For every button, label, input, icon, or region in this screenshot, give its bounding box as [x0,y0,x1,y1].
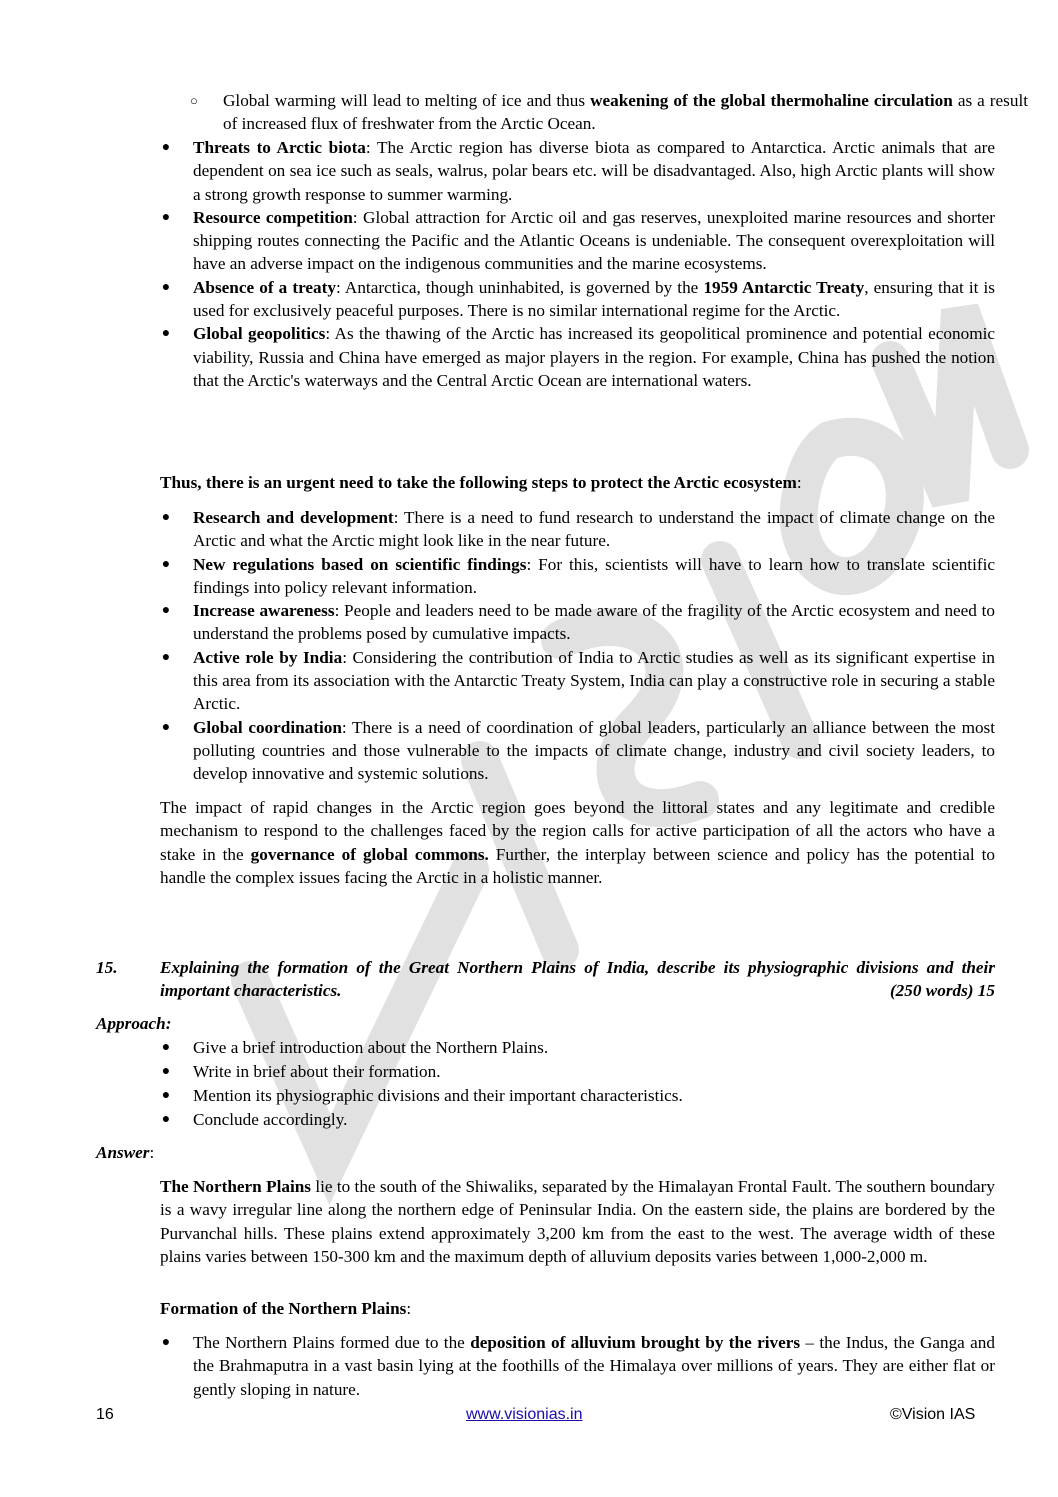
website-link[interactable]: www.visionias.in [466,1406,583,1423]
list-item: ● Write in brief about their formation. [160,1060,995,1084]
page-number: 16 [96,1406,114,1423]
list-item: ● Active role by India: Considering the contribution of India to Arctic studies as well as its significant expertise in this area from its association with the Antarctic Treaty System, India can play a constructive role in securing a stable Arctic. [161,647,996,714]
list-item: ● Resource competition: Global attraction for Arctic oil and gas reserves, unexploited marine resources and shorter shipping routes connecting the Pacific and the Atlantic Oceans is undeniable. The consequent overexploitation will have an adverse impact on the indigenous communities and the marine ecosystems. [161,207,995,274]
bullet-icon: ● [161,140,171,155]
bullet-icon: ● [161,603,171,619]
bullet-icon: ● [161,1335,171,1350]
steps-heading: Thus, there is an urgent need to take the following steps to protect the Arctic ecosystem: [160,473,802,492]
bullet-icon: ● [161,209,171,225]
list-item: ● Absence of a treaty: Antarctica, though uninhabited, is governed by the 1959 Antarctic Treaty, ensuring that it is used for exclusively peaceful purposes. There is no similar international regime for the Arctic. [161,277,995,321]
question-text: Explaining the formation of the Great Northern Plains of India, describe its physiographic divisions and their important characteristics. (250 words) 15 [160,956,995,1003]
answer-intro-paragraph: The Northern Plains lie to the south of the Shiwaliks, separated by the Himalayan Frontal Fault. The southern boundary is a wavy irregular line along the northern edge of Peninsular India. On the eastern side, the plains are bordered by the Purvanchal hills. These plains extend approximately 3,200 km from the east to the west. The average width of these plains varies between 150-300 km and the maximum depth of alluvium deposits varies between 1,000-2,000 m. [160,1177,995,1266]
bullet-icon: ● [161,649,171,665]
bullet-icon: ● [161,1112,171,1127]
question-number: 15. [96,958,118,977]
bullet-icon: ● [161,556,171,572]
list-item: ● New regulations based on scientific findings: For this, scientists will have to learn how to translate scientific findings into policy relevant information. [161,554,995,597]
list-item: ● The Northern Plains formed due to the deposition of alluvium brought by the rivers – the Indus, the Ganga and the Brahmaputra in a vast basin lying at the foothills of the Himalaya over millions of years. They are either flat or gently sloping in nature. [161,1333,995,1399]
approach-list [160,1036,995,1132]
list-item: ● Global coordination: There is a need of coordination of global leaders, particularly an alliance between the most polluting countries and those vulnerable to the impacts of climate change, industry and civil society leaders, to develop innovative and systemic solutions. [161,717,996,784]
conclusion-paragraph: The impact of rapid changes in the Arctic region goes beyond the littoral states and any legitimate and credible mechanism to respond to the challenges faced by the region calls for active participation of all the actors who have a stake in the governance of global commons. Further, the interplay between science and policy has the potential to handle the complex issues facing the Arctic in a holistic manner. [160,798,995,887]
bullet-icon: ● [161,1040,171,1055]
bullet-icon: ● [161,1088,171,1103]
list-item: ● Threats to Arctic biota: The Arctic region has diverse biota as compared to Antarctica. Arctic animals that are dependent on sea ice such as seals, walrus, polar bears etc. will be disadvantaged. Also, high Arctic plants will show a strong growth response to summer warming. [161,138,995,204]
list-item: ● Conclude accordingly. [160,1108,995,1132]
list-item: ● Increase awareness: People and leaders need to be made aware of the fragility of the Arctic ecosystem and need to understand the problems posed by cumulative impacts. [161,601,995,644]
list-item: ● Mention its physiographic divisions and their important characteristics. [160,1084,995,1108]
bullet-icon: ● [161,326,171,342]
bullet-icon: ● [161,719,171,735]
formation-list [160,1331,995,1401]
list-item: ● Give a brief introduction about the Northern Plains. [160,1036,995,1060]
formation-heading: Formation of the Northern Plains: [160,1299,412,1318]
list-item: ● Research and development: There is a need to fund research to understand the impact of climate change on the Arctic and what the Arctic might look like in the near future. [161,508,995,551]
threats-list [160,136,995,392]
list-item: ● Global geopolitics: As the thawing of the Arctic has increased its geopolitical prominence and potential economic viability, Russia and China have emerged as major players in the region. For example, China has pushed the notion that the Arctic's waterways and the Central Arctic Ocean are international waters. [161,324,995,390]
answer-label: Answer: [96,1143,155,1162]
sub-bullet-thermohaline: ○ Global warming will lead to melting of ice and thus weakening of the global thermohaline circulation as a result of increased flux of freshwater from the Arctic Ocean. [190,91,1028,134]
bullet-icon: ● [161,279,171,295]
steps-list [160,506,995,786]
circle-bullet-icon: ○ [190,93,198,108]
question-marks: (250 words) 15 [889,981,995,1001]
bullet-icon: ● [161,510,171,525]
approach-label: Approach: [96,1014,172,1033]
copyright: ©Vision IAS [890,1406,976,1423]
bullet-icon: ● [161,1064,171,1079]
